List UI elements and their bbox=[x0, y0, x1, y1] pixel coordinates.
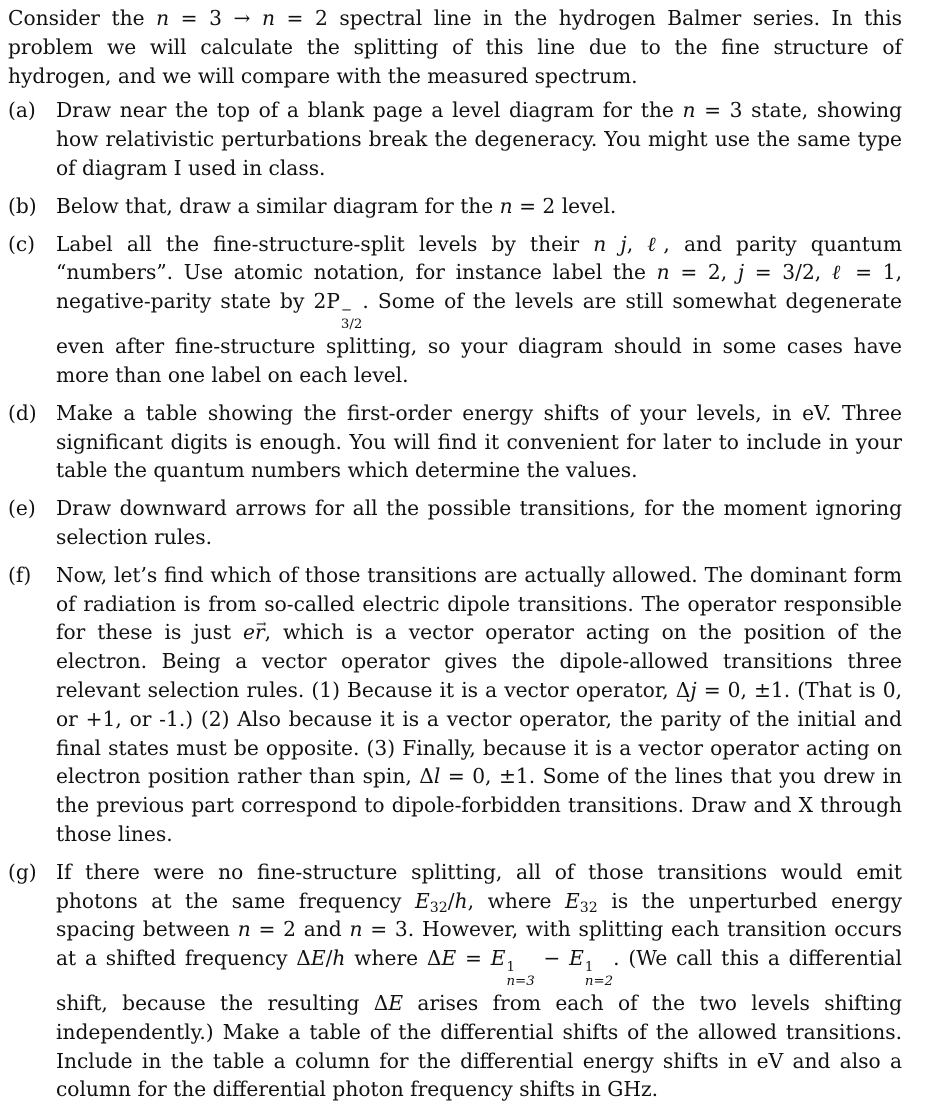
part-text: = 1, negative-parity state by 2P bbox=[56, 260, 902, 314]
intro-text: = 3 → bbox=[169, 6, 262, 30]
part-text: = 2 and bbox=[250, 917, 350, 942]
part-text: Make a table showing the first-order energy shifts of your levels, in eV. Three significant digits is enough. You will find it convenient for later to include in your table the quantum numbers which determine the values. bbox=[56, 400, 902, 483]
part-text: − bbox=[534, 946, 570, 971]
intro-text: = 2 spectral line in the hydrogen Balmer series. In this problem we will calculate the splitting of this line due to the fine structure of hydrogen, and we will compare with the measured spectrum. bbox=[8, 6, 903, 88]
part-e bbox=[8, 494, 902, 552]
part-b bbox=[8, 192, 902, 221]
part-text: = 3. However, with splitting each transition occurs at a shifted frequency Δ bbox=[56, 917, 902, 971]
part-text: where Δ bbox=[345, 946, 442, 971]
intro-text: Consider the bbox=[8, 6, 157, 30]
part-text: , where bbox=[467, 888, 566, 913]
energy-scripts bbox=[506, 961, 534, 989]
part-text: Below that, draw a similar diagram for the bbox=[56, 193, 500, 218]
subscript: 3/2 bbox=[340, 317, 363, 333]
superscript: 1 bbox=[506, 960, 515, 976]
subscript: n=3 bbox=[506, 974, 535, 990]
part-label: (e) bbox=[8, 496, 36, 521]
part-text: = bbox=[456, 946, 491, 971]
subscript: 32 bbox=[579, 899, 598, 916]
part-text: arises from each of the two levels shifting independently.) Make a table of the differential shifts of the allowed transitions. Include in the table a column for the differential energy shifts in eV and also a column for the differential photon frequency shifts in GHz. bbox=[56, 991, 902, 1102]
superscript: 1 bbox=[584, 960, 594, 976]
part-text: = 2, bbox=[669, 260, 738, 285]
subscript: n=2 bbox=[584, 974, 614, 990]
math-var: E bbox=[565, 888, 580, 913]
math-var: h bbox=[332, 946, 346, 971]
math-var: ℓ bbox=[831, 260, 845, 285]
math-var: n bbox=[499, 193, 513, 218]
part-f bbox=[8, 561, 902, 849]
part-text: Now, let’s find which of those transitions are actually allowed. The dominant form of radiation is from so-called electric dipole transitions. The operator responsible for these is just bbox=[56, 562, 902, 645]
part-text: , and parity quantum “numbers”. Use atomic notation, for instance label the bbox=[56, 231, 902, 285]
math-var: h bbox=[454, 888, 468, 913]
term-symbol-scripts bbox=[341, 304, 362, 332]
math-var: n bbox=[656, 260, 670, 285]
part-a bbox=[8, 96, 902, 182]
superscript: − bbox=[340, 303, 353, 319]
part-text: / bbox=[447, 888, 455, 913]
math-var: E bbox=[415, 888, 430, 913]
part-text: = 3/2, bbox=[744, 260, 832, 285]
math-var: n bbox=[237, 917, 251, 942]
part-c bbox=[8, 230, 902, 390]
energy-scripts bbox=[585, 961, 613, 989]
math-var: ℓ bbox=[647, 231, 664, 256]
part-text: = 0, ±1. (That is 0, or +1, or -1.) (2) Also because it is a vector operator, the parity of the initial and final states must be opposite. (3) Finally, because it is a vector operator acting on electron position rather than spin, Δ bbox=[56, 677, 902, 789]
part-text: = 3 state, showing how relativistic perturbations break the degeneracy. You might use the same type of diagram I used in class. bbox=[56, 98, 902, 180]
math-var: E bbox=[310, 946, 326, 971]
part-text: . Some of the levels are still somewhat degenerate even after fine-structure splitting, so your diagram should in some cases have more than one label on each level. bbox=[56, 289, 902, 387]
problem-intro bbox=[8, 4, 902, 90]
part-d bbox=[8, 399, 902, 485]
math-var: E bbox=[441, 946, 457, 971]
part-label: (g) bbox=[8, 859, 37, 884]
part-label: (c) bbox=[8, 231, 36, 256]
part-text: If there were no fine-structure splitting, all of those transitions would emit photons at the same frequency bbox=[56, 859, 902, 913]
part-label: (b) bbox=[8, 193, 37, 218]
part-label: (f) bbox=[8, 562, 32, 587]
part-text: Label all the fine-structure-split levels by their bbox=[56, 231, 594, 256]
part-text: Draw near the top of a blank page a level diagram for the bbox=[56, 98, 683, 123]
math-var: n bbox=[682, 98, 696, 123]
part-text: , bbox=[626, 231, 648, 256]
math-var: j bbox=[690, 677, 697, 702]
part-text: is the unperturbed energy spacing between bbox=[56, 888, 903, 942]
part-label: (d) bbox=[8, 400, 37, 425]
part-text: / bbox=[325, 946, 333, 971]
subscript: 32 bbox=[429, 899, 448, 916]
part-text: Draw downward arrows for all the possible transitions, for the moment ignoring selection rules. bbox=[56, 496, 902, 549]
part-text: , which is a vector operator acting on the position of the electron. Being a vector operator gives the dipole-allowed transitions three relevant selection rules. (1) Because it is a vector operator, Δ bbox=[56, 620, 902, 702]
math-var: n j bbox=[593, 231, 627, 256]
math-var: n bbox=[349, 917, 363, 942]
math-var: E bbox=[569, 946, 584, 971]
math-var: l bbox=[433, 764, 441, 789]
math-var: E bbox=[388, 991, 404, 1016]
math-var: j bbox=[737, 260, 745, 285]
part-label: (a) bbox=[8, 98, 36, 123]
math-var: n bbox=[156, 6, 170, 30]
part-text: = 2 level. bbox=[512, 193, 617, 218]
part-text: . (We call this a differential shift, because the resulting Δ bbox=[56, 946, 903, 1016]
problem-parts-list bbox=[8, 96, 902, 1104]
math-var: e bbox=[243, 620, 255, 645]
part-text: = 0, ±1. Some of the lines that you drew in the previous part correspond to dipole-forbidden transitions. Draw and X through those lines. bbox=[56, 764, 903, 846]
vector-r: → r bbox=[255, 618, 265, 647]
math-var: E bbox=[490, 946, 506, 971]
math-var: n bbox=[261, 6, 275, 30]
part-g bbox=[8, 858, 902, 1104]
